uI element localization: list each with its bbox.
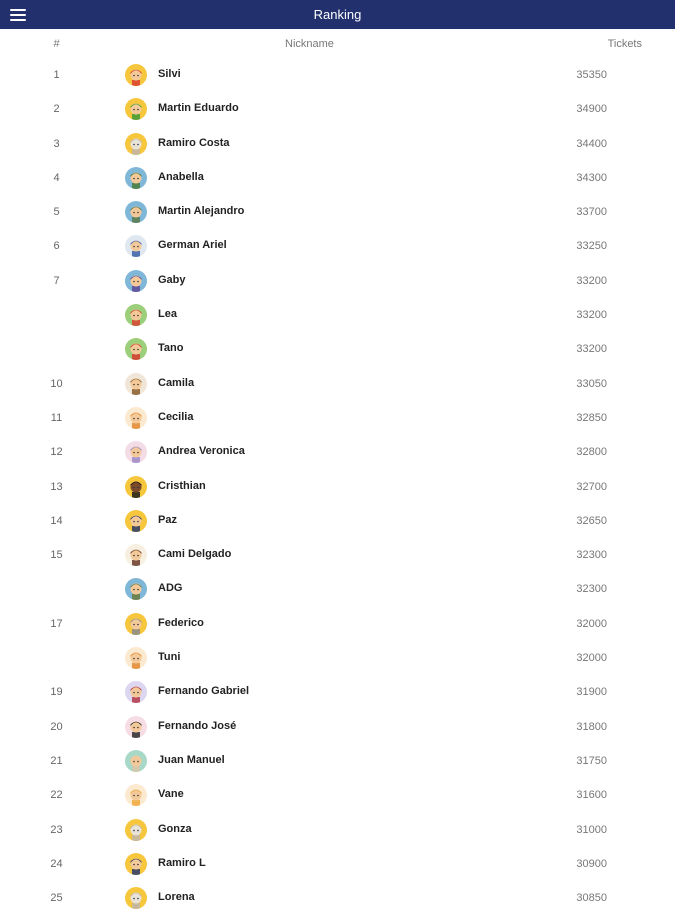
ranking-row[interactable] [0, 162, 675, 196]
rank-number: 3 [53, 137, 60, 150]
rank-number: 24 [50, 857, 63, 870]
top-app-bar [0, 0, 675, 29]
avatar-icon [125, 853, 147, 875]
rank-number: 12 [50, 446, 63, 459]
rank-number: 22 [50, 789, 63, 802]
ranking-row[interactable] [0, 436, 675, 470]
ranking-row[interactable] [0, 608, 675, 642]
player-nickname: Lorena [158, 891, 195, 904]
ranking-row[interactable] [0, 59, 675, 93]
ticket-count: 33050 [576, 377, 607, 390]
player-nickname: Gaby [158, 273, 186, 286]
avatar-icon [125, 784, 147, 806]
avatar-icon [125, 613, 147, 635]
column-header-rank: # [53, 38, 60, 50]
ranking-row[interactable] [0, 333, 675, 367]
ticket-count: 32300 [576, 549, 607, 562]
ticket-count: 31900 [576, 686, 607, 699]
ticket-count: 32000 [576, 617, 607, 630]
player-nickname: Juan Manuel [158, 753, 225, 766]
ranking-row[interactable] [0, 573, 675, 607]
player-nickname: Fernando José [158, 719, 237, 732]
ticket-count: 34300 [576, 171, 607, 184]
player-nickname: Cami Delgado [158, 548, 232, 561]
ranking-row[interactable] [0, 505, 675, 539]
avatar-icon [125, 681, 147, 703]
ticket-count: 32850 [576, 411, 607, 424]
ticket-count: 32300 [576, 583, 607, 596]
avatar-icon [125, 167, 147, 189]
rank-number: 11 [50, 411, 63, 424]
rank-number: 14 [50, 514, 63, 527]
avatar-icon [125, 133, 147, 155]
ticket-count: 33700 [576, 206, 607, 219]
ticket-count: 33250 [576, 240, 607, 253]
rank-number: 25 [50, 892, 63, 905]
avatar-icon [125, 441, 147, 463]
player-nickname: Vane [158, 788, 184, 801]
ticket-count: 32700 [576, 480, 607, 493]
ticket-count: 30900 [576, 857, 607, 870]
avatar-icon [125, 476, 147, 498]
rank-number: 2 [53, 103, 60, 116]
rank-number: 21 [50, 754, 63, 767]
player-nickname: Paz [158, 513, 177, 526]
avatar-icon [125, 647, 147, 669]
ranking-row[interactable] [0, 848, 675, 882]
ranking-row[interactable] [0, 745, 675, 779]
player-nickname: German Ariel [158, 239, 227, 252]
ticket-count: 32800 [576, 446, 607, 459]
player-nickname: Federico [158, 616, 204, 629]
avatar-icon [125, 98, 147, 120]
player-nickname: Cecilia [158, 410, 194, 423]
ranking-row[interactable] [0, 128, 675, 162]
player-nickname: Anabella [158, 170, 204, 183]
ticket-count: 33200 [576, 343, 607, 356]
avatar-icon [125, 716, 147, 738]
avatar-icon [125, 64, 147, 86]
avatar-icon [125, 373, 147, 395]
player-nickname: Tano [158, 342, 184, 355]
avatar-icon [125, 819, 147, 841]
player-nickname: ADG [158, 582, 183, 595]
ticket-count: 33200 [576, 309, 607, 322]
player-nickname: Ramiro Costa [158, 136, 230, 149]
ranking-row[interactable] [0, 93, 675, 127]
ticket-count: 31750 [576, 754, 607, 767]
ticket-count: 30850 [576, 892, 607, 905]
ticket-count: 32650 [576, 514, 607, 527]
player-nickname: Lea [158, 308, 177, 321]
rank-number: 17 [50, 617, 63, 630]
avatar-icon [125, 304, 147, 326]
ticket-count: 31000 [576, 823, 607, 836]
player-nickname: Martin Eduardo [158, 102, 239, 115]
ranking-row[interactable] [0, 642, 675, 676]
table-header [0, 29, 675, 59]
ticket-count: 31800 [576, 720, 607, 733]
column-header-nickname: Nickname [285, 38, 334, 50]
player-nickname: Tuni [158, 651, 181, 664]
ranking-row[interactable] [0, 368, 675, 402]
ranking-row[interactable] [0, 779, 675, 813]
column-header-tickets: Tickets [607, 38, 642, 50]
avatar-icon [125, 407, 147, 429]
ranking-row[interactable] [0, 265, 675, 299]
player-nickname: Gonza [158, 822, 192, 835]
player-nickname: Andrea Veronica [158, 445, 245, 458]
avatar-icon [125, 235, 147, 257]
ranking-row[interactable] [0, 471, 675, 505]
rank-number: 6 [53, 240, 60, 253]
player-nickname: Cristhian [158, 479, 206, 492]
ticket-count: 32000 [576, 652, 607, 665]
ranking-row[interactable] [0, 676, 675, 710]
rank-number: 13 [50, 480, 63, 493]
rank-number: 4 [53, 171, 60, 184]
ranking-row[interactable] [0, 882, 675, 916]
avatar-icon [125, 270, 147, 292]
ticket-count: 34400 [576, 137, 607, 150]
avatar-icon [125, 544, 147, 566]
player-nickname: Silvi [158, 68, 181, 80]
page-title: Ranking [313, 7, 362, 22]
ticket-count: 31600 [576, 789, 607, 802]
player-nickname: Fernando Gabriel [158, 685, 250, 698]
rank-number: 10 [50, 377, 63, 390]
rank-number: 20 [50, 720, 63, 733]
rank-number: 1 [53, 69, 60, 81]
ranking-row[interactable] [0, 230, 675, 264]
ranking-row[interactable] [0, 196, 675, 230]
player-nickname: Martin Alejandro [158, 205, 245, 218]
ticket-count: 34900 [576, 103, 607, 116]
ranking-row[interactable] [0, 539, 675, 573]
avatar-icon [125, 338, 147, 360]
ranking-row[interactable] [0, 299, 675, 333]
avatar-icon [125, 201, 147, 223]
ranking-row[interactable] [0, 711, 675, 745]
ranking-row[interactable] [0, 814, 675, 848]
avatar-icon [125, 887, 147, 909]
rank-number: 19 [50, 686, 63, 699]
rank-number: 5 [53, 206, 60, 219]
ranking-row[interactable] [0, 402, 675, 436]
rank-number: 15 [50, 549, 63, 562]
avatar-icon [125, 510, 147, 532]
avatar-icon [125, 750, 147, 772]
rank-number: 7 [53, 274, 60, 287]
rank-number: 23 [50, 823, 63, 836]
ticket-count: 35350 [576, 69, 607, 81]
ticket-count: 33200 [576, 274, 607, 287]
ranking-list [0, 59, 675, 916]
player-nickname: Ramiro L [158, 856, 206, 869]
avatar-icon [125, 578, 147, 600]
player-nickname: Camila [158, 376, 195, 389]
